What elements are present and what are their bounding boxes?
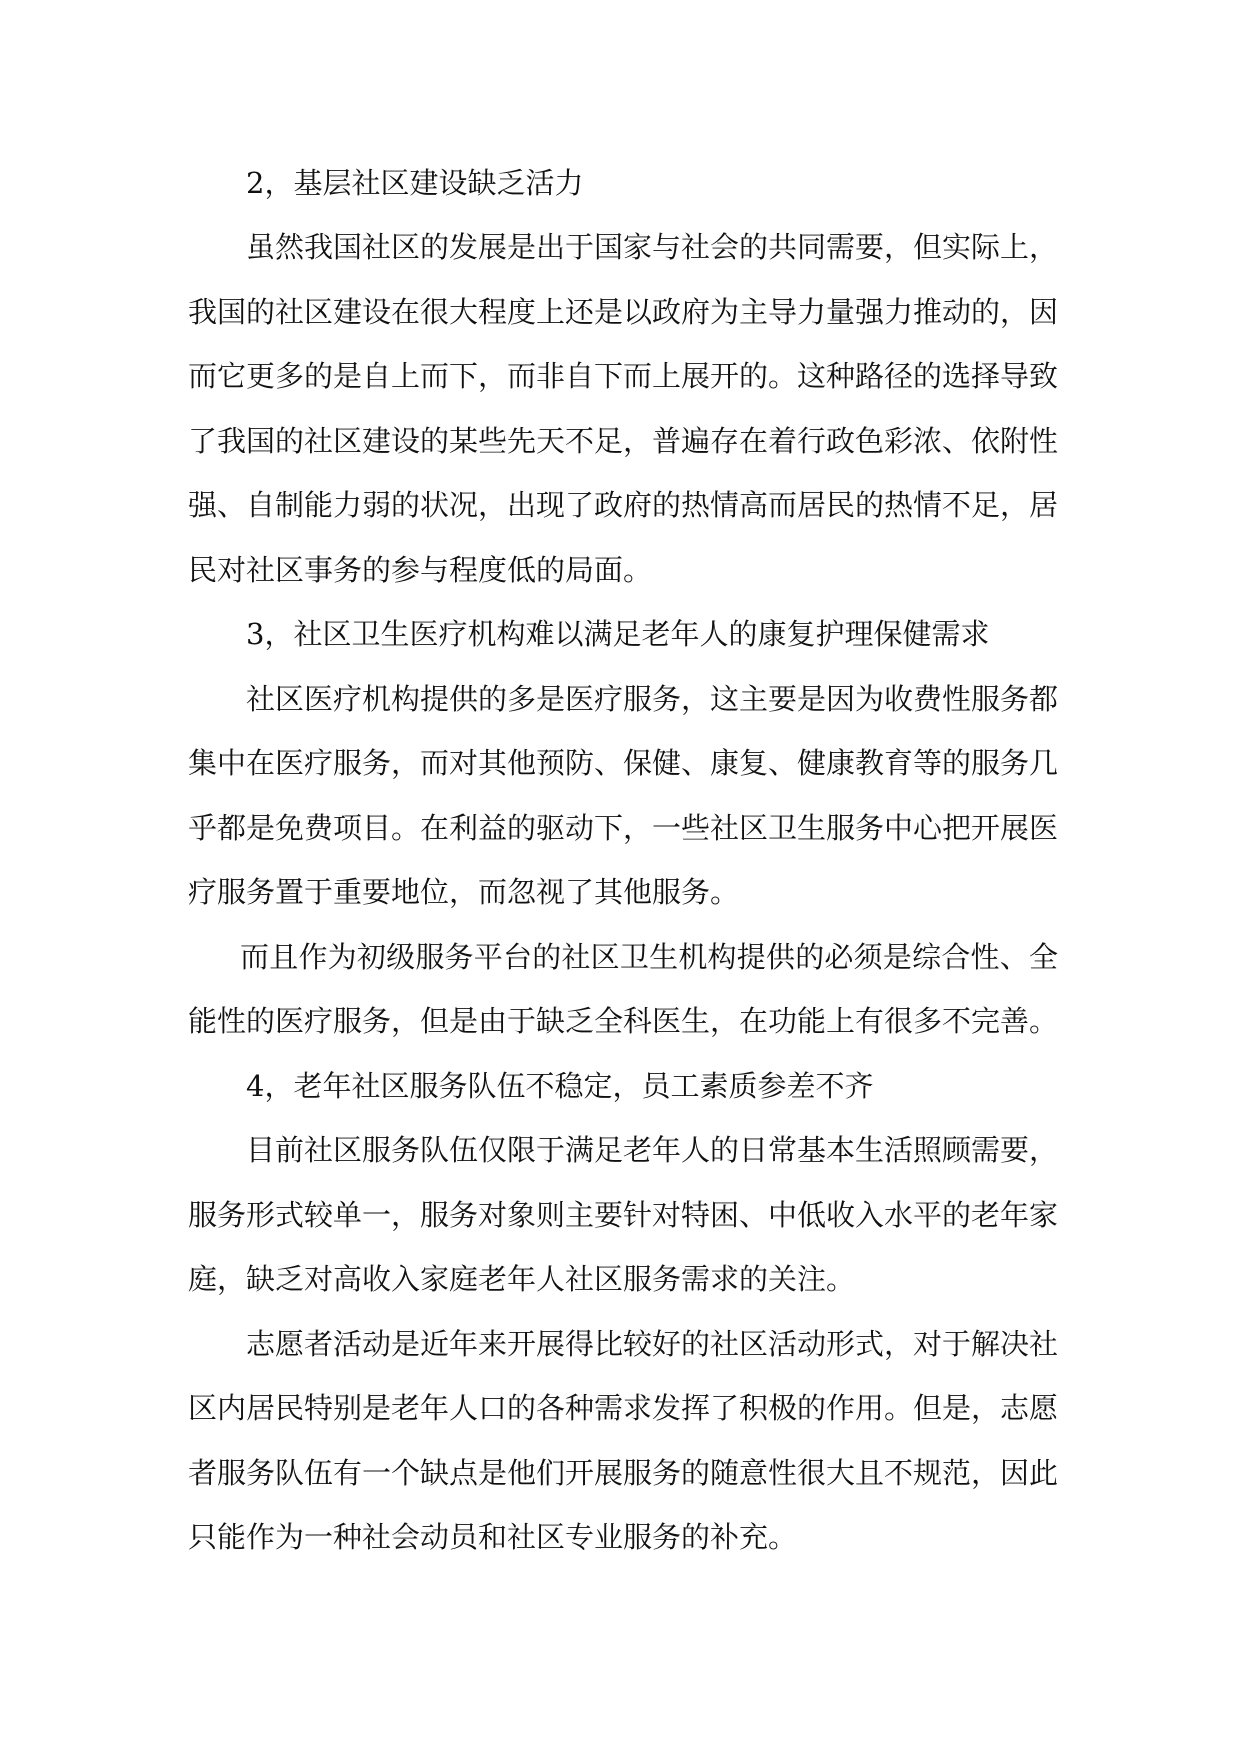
paragraph-line: 而且作为初级服务平台的社区卫生机构提供的必须是综合性、全 <box>240 940 1058 974</box>
paragraph-line: 志愿者活动是近年来开展得比较好的社区活动形式，对于解决社 <box>246 1327 1059 1361</box>
paragraph-line: 我国的社区建设在很大程度上还是以政府为主导力量强力推动的，因 <box>188 295 1059 329</box>
paragraph-line: 疗服务置于重要地位，而忽视了其他服务。 <box>188 875 740 909</box>
paragraph-line: 虽然我国社区的发展是出于国家与社会的共同需要，但实际上， <box>246 230 1059 264</box>
section-heading-4: 4，老年社区服务队伍不稳定，员工素质参差不齐 <box>246 1069 874 1103</box>
paragraph-line: 民对社区事务的参与程度低的局面。 <box>188 553 653 587</box>
section-heading-3: 3，社区卫生医疗机构难以满足老年人的康复护理保健需求 <box>246 617 990 651</box>
paragraph-line: 集中在医疗服务，而对其他预防、保健、康复、健康教育等的服务几 <box>188 746 1059 780</box>
paragraph-line: 服务形式较单一，服务对象则主要针对特困、中低收入水平的老年家 <box>188 1198 1059 1232</box>
paragraph-line: 乎都是免费项目。在利益的驱动下，一些社区卫生服务中心把开展医 <box>188 811 1059 845</box>
paragraph-line: 只能作为一种社会动员和社区专业服务的补充。 <box>188 1520 798 1554</box>
section-heading-2: 2，基层社区建设缺乏活力 <box>246 166 584 200</box>
paragraph-line: 庭，缺乏对高收入家庭老年人社区服务需求的关注。 <box>188 1262 856 1296</box>
paragraph-line: 而它更多的是自上而下，而非自下而上展开的。这种路径的选择导致 <box>188 359 1059 393</box>
paragraph-line: 社区医疗机构提供的多是医疗服务，这主要是因为收费性服务都 <box>246 682 1059 716</box>
paragraph-line: 了我国的社区建设的某些先天不足，普遍存在着行政色彩浓、依附性 <box>188 424 1059 458</box>
paragraph-line: 者服务队伍有一个缺点是他们开展服务的随意性很大且不规范，因此 <box>188 1456 1059 1490</box>
paragraph-line: 区内居民特别是老年人口的各种需求发挥了积极的作用。但是，志愿 <box>188 1391 1059 1425</box>
paragraph-line: 强、自制能力弱的状况，出现了政府的热情高而居民的热情不足，居 <box>188 488 1059 522</box>
paragraph-line: 能性的医疗服务，但是由于缺乏全科医生，在功能上有很多不完善。 <box>188 1004 1059 1038</box>
paragraph-line: 目前社区服务队伍仅限于满足老年人的日常基本生活照顾需要， <box>246 1133 1059 1167</box>
